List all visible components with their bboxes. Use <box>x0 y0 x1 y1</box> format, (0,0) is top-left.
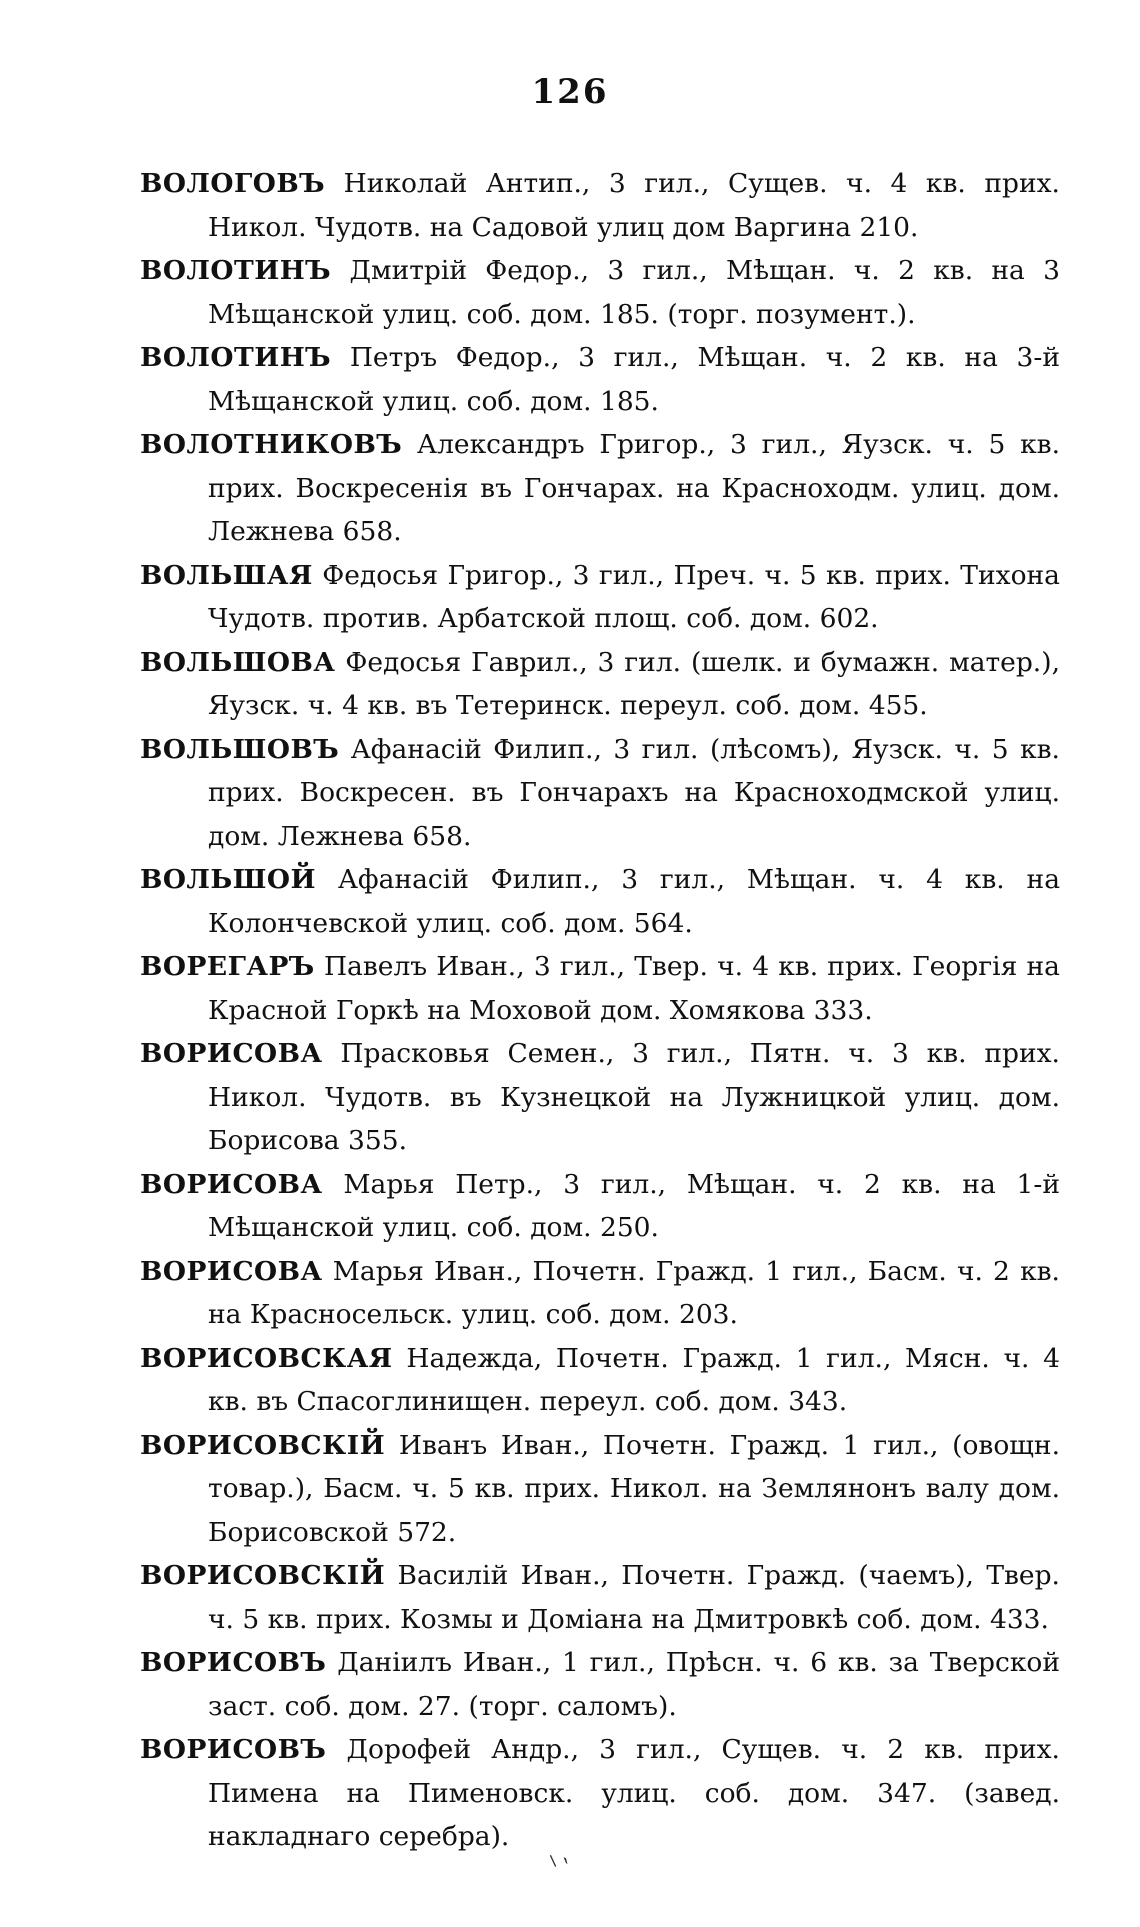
directory-entry <box>140 162 1060 249</box>
entry-text: Марья Петр., 3 гил., Мѣщан. ч. 2 кв. на 1-й Мѣщанской улиц. соб. дом. 250. <box>208 1168 1060 1243</box>
entry-text: Иванъ Иван., Почетн. Гражд. 1 гил., (овощн. товар.), Басм. ч. 5 кв. прих. Никол. на Землянонъ валу дом. Борисовской 572. <box>208 1429 1060 1548</box>
entry-surname: ВОРИСОВСКІЙ <box>140 1560 386 1591</box>
entry-text: Александръ Григор., 3 гил., Яузск. ч. 5 кв. прих. Воскресенія въ Гончарах. на Красноходм. улиц. дом. Лежнева 658. <box>208 429 1060 547</box>
directory-entry <box>140 728 1060 859</box>
directory-entry <box>140 249 1060 336</box>
entry-surname: ВОЛОТИНЪ <box>140 342 332 373</box>
directory-entry <box>140 1163 1060 1250</box>
entry-text: Прасковья Семен., 3 гил., Пятн. ч. 3 кв. прих. Никол. Чудотв. въ Кузнецкой на Лужницкой улиц. дом. Борисова 355. <box>208 1038 1060 1156</box>
entry-text: Николай Антип., 3 гил., Сущев. ч. 4 кв. прих. Никол. Чудотв. на Садовой улиц дом Варгина 210. <box>208 168 1060 243</box>
entry-text: Марья Иван., Почетн. Гражд. 1 гил., Басм. ч. 2 кв. на Красносельск. улиц. соб. дом. 203. <box>208 1255 1060 1330</box>
directory-entry <box>140 1250 1060 1337</box>
entry-surname: ВОРИСОВСКАЯ <box>140 1342 393 1374</box>
entry-surname: ВОРИСОВСКІЙ <box>140 1429 386 1461</box>
directory-entry <box>140 858 1060 945</box>
entry-surname: ВОРИСОВЪ <box>140 1647 327 1678</box>
entry-surname: ВОЛЬШОЙ <box>140 864 317 895</box>
entry-surname: ВОЛОТНИКОВЪ <box>140 429 403 460</box>
entry-text: Афанасій Филип., 3 гил. (лѣсомъ), Яузск. ч. 5 кв. прих. Воскресен. въ Гончарахъ на Красноходмской улиц. дом. Лежнева 658. <box>208 733 1060 852</box>
entry-surname: ВОРИСОВЪ <box>140 1734 327 1765</box>
entry-surname: ВОЛЬШОВА <box>140 646 336 678</box>
directory-entry <box>140 1641 1060 1728</box>
entry-text: Дмитрій Федор., 3 гил., Мѣщан. ч. 2 кв. на 3 Мѣщанской улиц. соб. дом. 185. (торг. позумент.). <box>208 255 1060 330</box>
directory-entry <box>140 945 1060 1032</box>
entry-surname: ВОРИСОВА <box>140 1168 323 1200</box>
entry-text: Афанасій Филип., 3 гил., Мѣщан. ч. 4 кв. на Колончевской улиц. соб. дом. 564. <box>208 864 1060 939</box>
entry-surname: ВОРИСОВА <box>140 1255 323 1287</box>
page-number: 126 <box>531 72 609 112</box>
entry-surname: ВОРЕГАРЪ <box>140 951 315 982</box>
entry-text: Дорофей Андр., 3 гил., Сущев. ч. 2 кв. прих. Пимена на Пименовск. улиц. соб. дом. 347. (завед. накладнаго серебра). <box>208 1734 1060 1852</box>
entry-text: Федосья Григор., 3 гил., Преч. ч. 5 кв. прих. Тихона Чудотв. против. Арбатской площ. соб. дом. 602. <box>208 559 1060 634</box>
entry-text: Федосья Гаврил., 3 гил. (шелк. и бумажн. матер.), Яузск. ч. 4 кв. въ Тетеринск. переул. соб. дом. 455. <box>208 646 1060 721</box>
directory-entry <box>140 1424 1060 1555</box>
directory-entry <box>140 554 1060 641</box>
entry-surname: ВОРИСОВА <box>140 1038 323 1069</box>
directory-entry <box>140 1337 1060 1424</box>
directory-entry <box>140 336 1060 423</box>
entry-surname: ВОЛОГОВЪ <box>140 168 326 199</box>
entry-text: Петръ Федор., 3 гил., Мѣщан. ч. 2 кв. на 3-й Мѣщанской улиц. соб. дом. 185. <box>208 342 1060 417</box>
directory-entry <box>140 1554 1060 1641</box>
stray-ink-mark: ⸌՝ <box>539 1849 572 1886</box>
entry-text: Надежда, Почетн. Гражд. 1 гил., Мясн. ч. 4 кв. въ Спасоглинищен. переул. соб. дом. 343. <box>208 1342 1060 1417</box>
directory-entry <box>140 1032 1060 1163</box>
entry-surname: ВОЛЬШАЯ <box>140 559 313 591</box>
directory-entry <box>140 1728 1060 1859</box>
entry-text: Василій Иван., Почетн. Гражд. (чаемъ), Твер. ч. 5 кв. прих. Козмы и Доміана на Дмитровкѣ соб. дом. 433. <box>208 1560 1060 1635</box>
entry-surname: ВОЛЬШОВЪ <box>140 733 340 765</box>
entry-text: Даніилъ Иван., 1 гил., Прѣсн. ч. 6 кв. за Тверской заст. соб. дом. 27. (торг. саломъ). <box>208 1647 1060 1722</box>
directory-entry <box>140 423 1060 554</box>
directory-entry <box>140 641 1060 728</box>
entry-text: Павелъ Иван., 3 гил., Твер. ч. 4 кв. прих. Георгія на Красной Горкѣ на Моховой дом. Хомякова 333. <box>208 951 1060 1026</box>
directory-entries <box>140 162 1060 1859</box>
entry-surname: ВОЛОТИНЪ <box>140 255 332 286</box>
